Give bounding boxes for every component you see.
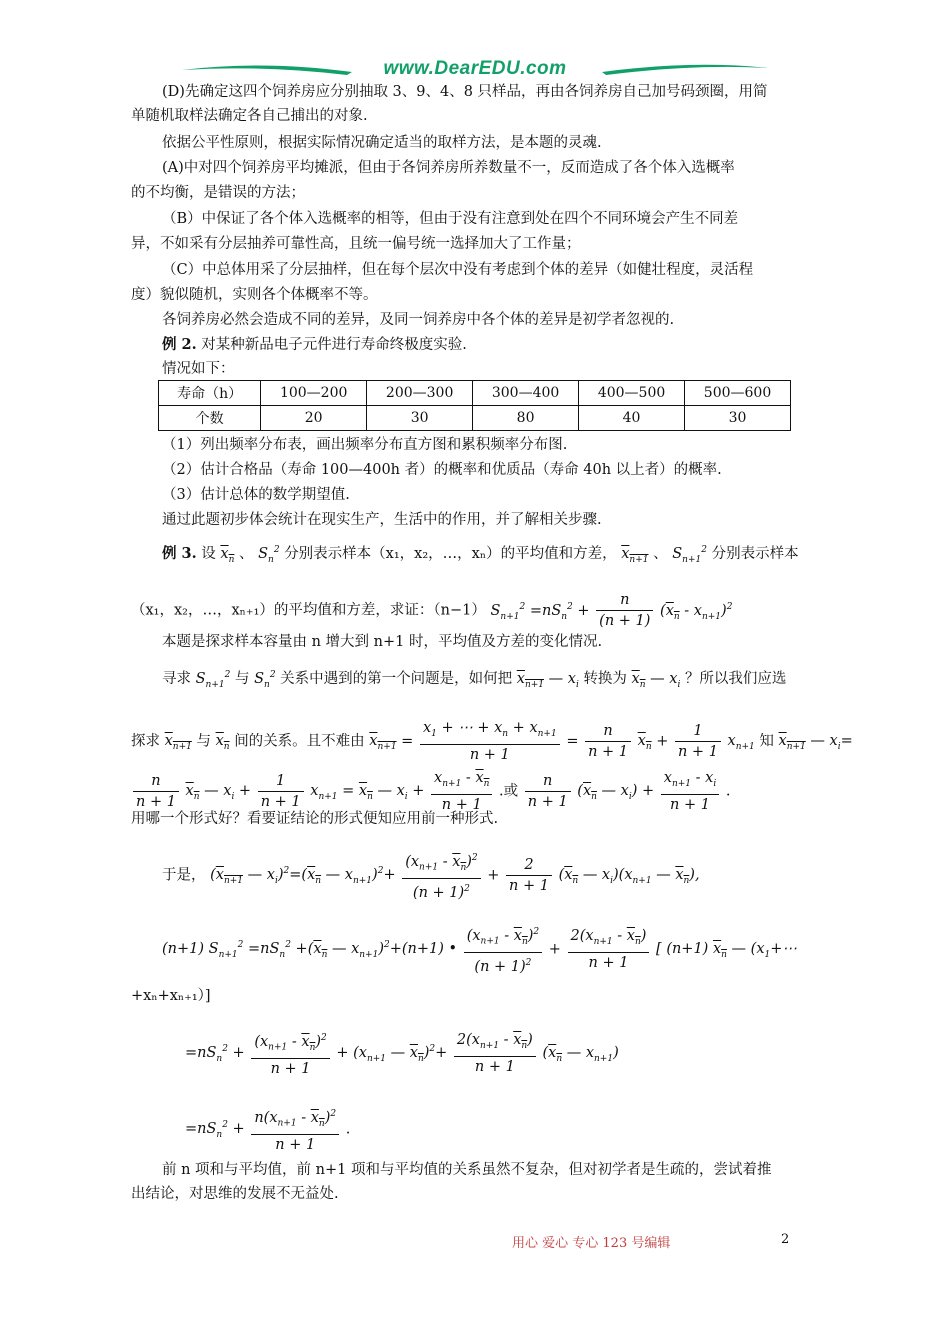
math-fraction: $\frac{x_{n+1} - x_i}{n + 1}$ (661, 768, 719, 815)
para-explore: 本题是探求样本容量由 n 增大到 n+1 时，平均值及方差的变化情况. (162, 634, 603, 650)
para-forms: $\frac{n}{n + 1}$ $x_n$ — $x_i$ + $\frac{1}{n + 1}$ $x_{n+1} = x_n$ — $x_i$ + $\frac{x_{n+1} - x_n}{n + 1}$ .或 $\frac{n}{n + 1}$ ($x_n$ — $x_i$) + $\frac{x_{n+1} - x_i}{n + 1}$ . (131, 768, 821, 815)
math-claim: $S_{n+1}^2 =nS_n^2$ + (490, 601, 590, 622)
math-fraction: $\frac{n}{n + 1}$ (585, 721, 631, 762)
relation-text: 探求 (131, 733, 160, 750)
math-eq: = (566, 733, 579, 750)
para-relation: 探求 $x_{n+1}$ 与 $x_n$ 间的关系。且不难由 $x_{n+1}$ = $\frac{x_1 + \cdots + x_n + x_{n+1}}{n + 1}$ = $\frac{n}{n + 1}$ $x_n$ + $\frac{1}{n + 1}$ $x_{n+1}$ 知 $x_{n+1}$ — $x_i=$ (131, 720, 853, 763)
table-cell: 100—200 (261, 381, 367, 406)
math-fraction: $\frac{(x_{n+1} - x_n)^2}{n + 1}$ (251, 1028, 329, 1079)
math-fraction: $\frac{n}{n + 1}$ (133, 771, 179, 812)
relation-text: 知 (759, 733, 774, 750)
seek-text: 寻求 (162, 670, 191, 687)
table-cell: 20 (261, 406, 367, 431)
example-3-line-2 (131, 590, 821, 631)
math-fraction: $\frac{1}{n + 1}$ (258, 771, 304, 812)
table-cell: 300—400 (473, 381, 579, 406)
math-line-cont: +xₙ+xₙ₊₁）] (131, 988, 211, 1004)
math-mean-n1: $x_{n+1}$ (621, 545, 649, 565)
math-expr: ($x_{n+1}$ — $x_i)^2=(x_n$ — $x_{n+1})^2+$ (210, 866, 396, 887)
table-cell: 30 (367, 406, 473, 431)
para-a-2: 的不均衡，是错误的方法； (131, 185, 305, 201)
example-2-situation: 情况如下： (162, 361, 235, 377)
para-c-2: 度）貌似随机，实则各个体概率不等。 (131, 287, 378, 303)
relation-text: 间的关系。且不难由 (234, 733, 365, 750)
question-1: （1）列出频率分布表，画出频率分布直方图和累积频率分布图. (162, 437, 568, 453)
para-b-2: 异，不如采有分层抽养可靠性高，且统一偏号统一选择加大了工作量； (131, 236, 581, 252)
para-principle: 依据公平性原则，根据实际情况确定适当的取样方法，是本题的灵魂. (162, 135, 602, 151)
math-var-n1: $S_{n+1}^2$ (672, 545, 707, 565)
para-d-1: (D)先确定这四个饲养房应分别抽取 3、9、4、8 只样品，再由各饲养房自己加号码颈圈，用简 (162, 84, 768, 100)
math-fraction: $\frac{n}{(n + 1)}$ (596, 590, 653, 631)
para-b-1: （B）中保证了各个体入选概率的相等，但由于没有注意到处在四个不同环境会产生不同差 (162, 211, 739, 227)
math-fraction: $\frac{x_{n+1} - x_n}{n + 1}$ (431, 768, 492, 815)
seek-text: 与 (234, 670, 250, 687)
example-3-label: 例 3. (162, 544, 197, 562)
seek-text: 转换为 (583, 670, 627, 687)
table-cell: 寿命（h） (159, 381, 261, 406)
table-cell: 30 (685, 406, 791, 431)
para-practice: 通过此题初步体会统计在现实生产，生活中的作用，并了解相关步骤. (162, 512, 602, 528)
math-expr: $x_n$ — $x_i$ (631, 670, 681, 690)
example-3-text: 设 (201, 545, 216, 562)
math-var-n: $S_n^2$ (258, 545, 280, 565)
table-row (159, 406, 791, 431)
para-d-2: 单随机取样法确定各自己捕出的对象. (131, 108, 368, 124)
example-3-line-1: 例 3. 设 $x_n$ 、 $S_n^2$ 分别表示样本（x₁，x₂，…，xₙ）的平均值和方差， $x_{n+1}$ 、 $S_{n+1}^2$ 分别表示样本 (162, 544, 799, 565)
site-url: www.DearEDU.com (383, 58, 567, 79)
relation-text: 与 (196, 733, 211, 750)
example-3-text: 、 (239, 545, 254, 562)
math-mean-n1: $x_{n+1}$ (164, 733, 192, 753)
math-line-step (185, 1028, 875, 1079)
math-line-result: $=nS_n^2$ + $\frac{n(x_{n+1} - x_n)^2}{n + 1}$ . (185, 1104, 875, 1155)
table-cell: 200—300 (367, 381, 473, 406)
table-cell: 80 (473, 406, 579, 431)
so-text: 于是， (162, 867, 206, 884)
math-fraction: $\frac{(x_{n+1} - x_n)^2}{(n + 1)^2}$ (464, 922, 542, 977)
math-expr: + ($x_{n+1}$ — $x_n)^2+$ (336, 1044, 448, 1065)
example-3-text: 分别表示样本 (711, 545, 799, 562)
math-expr: (n+1) $S_{n+1}^2 =nS_n^2 +(x_n$ — $x_{n+1})^2+(n+1)$ • (162, 940, 458, 961)
page-number: 2 (781, 1232, 790, 1247)
example-3-text: （x₁，x₂，…，xₙ₊₁）的平均值和方差，求证：（n−1） (131, 602, 486, 619)
math-fraction: $\frac{2(x_{n+1} - x_n)}{n + 1}$ (454, 1030, 536, 1077)
math-line-sum: (n+1) $S_{n+1}^2 =nS_n^2 +(x_n$ — $x_{n+1})^2+(n+1)$ • $\frac{(x_{n+1} - x_n)^2}{(n + 1)^2}$ + $\frac{2(x_{n+1} - x_n)}{n + 1}$ [ (n+1) $x_n$ — ($x_1+\cdots$ (162, 922, 852, 977)
math-expr: $=nS_n^2$ + (185, 1120, 245, 1141)
seek-text: 关系中遇到的第一个问题是，如何把 (280, 670, 513, 687)
math-fraction: $\frac{x_1 + \cdots + x_n + x_{n+1}}{n + 1}$ (420, 718, 560, 765)
para-conclusion-1: 前 n 项和与平均值，前 n+1 项和与平均值的关系虽然不复杂，但对初学者是生疏的，尝试着推 (162, 1162, 772, 1178)
math-fraction: $\frac{2}{n + 1}$ (506, 855, 552, 896)
math-fraction: $\frac{n}{n + 1}$ (525, 771, 571, 812)
math-expr: $x_{n+1}$ — $x_i=$ (778, 733, 853, 753)
example-3-text: 分别表示样本（x₁，x₂，…，xₙ）的平均值和方差， (284, 545, 617, 562)
table-cell: 400—500 (579, 381, 685, 406)
lifetime-table (158, 380, 791, 431)
para-c-1: （C）中总体用采了分层抽样，但在每个层次中没有考虑到个体的差异（如健壮程度，灵活程 (162, 262, 754, 278)
math-expr: [ (n+1) $x_n$ — ($x_1+\cdots$ (656, 941, 797, 961)
math-fraction: $\frac{2(x_{n+1} - x_n)}{n + 1}$ (568, 926, 650, 973)
para-which-form: 用哪一个形式好？看要证结论的形式便知应用前一种形式. (131, 811, 499, 827)
math-expr: $=nS_n^2$ + (185, 1044, 245, 1065)
seek-text: ？所以我们应选 (684, 670, 787, 687)
math-expr: ($x_n$ — $x_i)(x_{n+1}$ — $x_n$), (558, 867, 700, 887)
para-seek (162, 663, 852, 697)
math-expr: ($x_n$ — $x_{n+1}$) (542, 1045, 619, 1065)
para-summary: 各饲养房必然会造成不同的差异，及同一饲养房中各个体的差异是初学者忽视的. (162, 312, 675, 328)
math-var-n1: $S_{n+1}^2$ (195, 670, 231, 690)
example-2-label: 例 2. (162, 336, 197, 353)
math-line-so: 于是， ($x_{n+1}$ — $x_i)^2=(x_n$ — $x_{n+1})^2+$ $\frac{(x_{n+1} - x_n)^2}{(n + 1)^2}$ + $\frac{2}{n + 1}$ ($x_n$ — $x_i)(x_{n+1}$ — $x_n$), (162, 848, 852, 903)
math-expr: ($x_n$ — $x_i$) + (577, 783, 655, 803)
para-a-1: (A)中对四个饲养房平均摊派，但由于各饲养房所养数量不一，反而造成了各个体入选概率 (162, 160, 735, 176)
math-expr: $x_{n+1} = x_n$ — $x_i$ + (310, 783, 425, 803)
math-expr: $x_n$ — $x_i$ + (185, 783, 252, 803)
example-2-text: 对某种新品电子元件进行寿命终极度实验. (201, 337, 467, 353)
math-fraction: $\frac{n(x_{n+1} - x_n)^2}{n + 1}$ (251, 1104, 339, 1155)
question-3: （3）估计总体的数学期望值. (162, 487, 350, 503)
math-mean-n: $x_n$ (220, 545, 235, 565)
math-term: $x_{n+1}$ (727, 733, 755, 753)
math-mean-def: $x_{n+1}$ = (369, 733, 414, 753)
example-2-heading (162, 333, 852, 357)
table-cell: 个数 (159, 406, 261, 431)
math-fraction: $\frac{1}{n + 1}$ (675, 721, 721, 762)
para-conclusion-2: 出结论，对思维的发展不无益处. (131, 1186, 339, 1202)
table-cell: 500—600 (685, 381, 791, 406)
math-mean-n: $x_n$ (215, 733, 230, 753)
footer-note: 用心 爱心 专心 123 号编辑 (512, 1236, 671, 1251)
table-row (159, 381, 791, 406)
math-fraction: $\frac{(x_{n+1} - x_n)^2}{(n + 1)^2}$ (402, 848, 480, 903)
math-expr: $x_{n+1}$ — $x_i$ (516, 670, 579, 690)
math-mean-n: $x_n$ (637, 733, 652, 753)
math-var-n: $S_n^2$ (254, 670, 276, 690)
question-2: （2）估计合格品（寿命 100—400h 者）的概率和优质品（寿命 40h 以上者）的概率. (162, 462, 722, 478)
forms-text: .或 (499, 783, 519, 800)
math-square: $(x_n - x_{n+1})^2$ (660, 601, 733, 622)
table-cell: 40 (579, 406, 685, 431)
